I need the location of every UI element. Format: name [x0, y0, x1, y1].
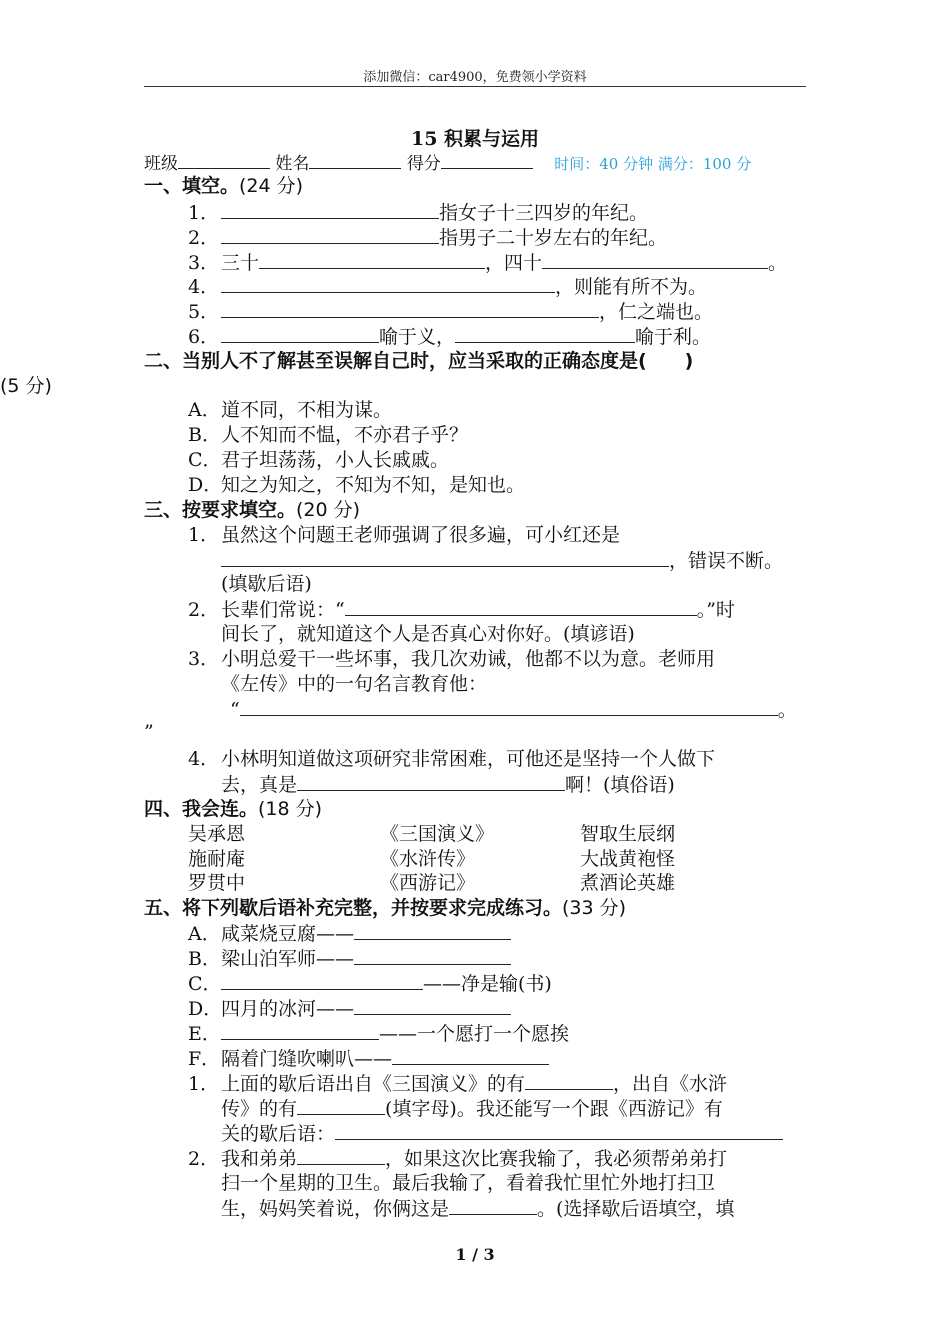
s1-q3-blank-a[interactable] — [259, 250, 485, 269]
s5-item-f: F．隔着门缝吹喇叭—— — [188, 1046, 549, 1072]
story-item[interactable]: 煮酒论英雄 — [580, 872, 676, 894]
s5-b-blank[interactable] — [354, 946, 511, 965]
s5-item-a: A．咸菜烧豆腐—— — [188, 921, 511, 947]
s5-q1-blank-c[interactable] — [335, 1121, 783, 1140]
s5-item-c: C． ——净是输(书) — [188, 973, 552, 995]
book-item[interactable]: 《西游记》 — [380, 872, 476, 894]
s2-option-c[interactable]: C．君子坦荡荡，小人长戚戚。 — [188, 449, 450, 471]
score-label: 得分 — [406, 154, 441, 174]
s1-q6: 6． 喻于义， 喻于利。 — [188, 326, 712, 348]
s1-q2-blank[interactable] — [221, 225, 439, 244]
s5-c-blank[interactable] — [221, 971, 423, 990]
s2-option-d[interactable]: D．知之为知之，不知为不知，是知也。 — [188, 474, 526, 496]
s3-q1-line2: ，错误不断。 — [221, 548, 783, 574]
s5-d-blank[interactable] — [354, 996, 511, 1015]
s5-f-blank[interactable] — [392, 1046, 549, 1065]
s1-q3: 3． 三十 ，四十 。 — [188, 252, 788, 274]
info-line — [144, 150, 751, 177]
s5-item-d: D．四月的冰河—— — [188, 996, 511, 1022]
time-info: 时间：40 分钟 满分：100 分 — [554, 155, 752, 173]
s1-q4-blank[interactable] — [221, 274, 555, 293]
name-blank[interactable] — [309, 150, 401, 169]
s5-q2-line1: 2． 我和弟弟 ，如果这次比赛我输了，我必须帮弟弟打 — [188, 1148, 728, 1170]
s3-q2-line2: 间长了，就知道这个人是否真心对你好。(填谚语) — [221, 623, 635, 645]
s5-q2-line2: 扫一个星期的卫生。最后我输了，看着我忙里忙外地打扫卫 — [221, 1172, 716, 1194]
s3-q4-line1: 4． 小林明知道做这项研究非常困难，可他还是坚持一个人做下 — [188, 748, 716, 770]
s3-q2-blank[interactable] — [345, 597, 697, 616]
s5-q1-blank-b[interactable] — [297, 1096, 385, 1115]
s3-q3-blank[interactable] — [240, 697, 778, 716]
book-item[interactable]: 《三国演义》 — [380, 823, 495, 845]
story-item[interactable]: 智取生辰纲 — [580, 823, 676, 845]
section-4-heading: 四、我会连。(18 分) — [144, 798, 323, 820]
s1-q6-blank-a[interactable] — [221, 324, 379, 343]
score-blank[interactable] — [441, 150, 533, 169]
author-item[interactable]: 施耐庵 — [188, 848, 246, 870]
page-header: 添加微信：car4900，免费领小学资料 — [363, 70, 587, 85]
s1-q5: 5． ，仁之端也。 — [188, 301, 714, 323]
s3-q1-line3: (填歇后语) — [221, 573, 312, 595]
s1-q1: 1． 指女子十三四岁的年纪。 — [188, 202, 649, 224]
name-label: 姓名 — [275, 154, 310, 174]
s5-q1-line1: 1． 上面的歇后语出自《三国演义》的有 ，出自《水浒 — [188, 1073, 728, 1095]
s3-q3-close-quote: ” — [144, 721, 154, 743]
s5-q1-line3: 关的歇后语： — [221, 1121, 783, 1147]
s1-q5-blank[interactable] — [221, 299, 599, 318]
s5-item-b: B．梁山泊军师—— — [188, 946, 511, 972]
s2-option-b[interactable]: B．人不知而不愠，不亦君子乎？ — [188, 424, 469, 446]
s2-option-a[interactable]: A．道不同，不相为谋。 — [188, 399, 393, 421]
s3-q3-line3: “ 。 — [230, 699, 797, 721]
s5-item-e: E． ——一个愿打一个愿挨 — [188, 1023, 570, 1045]
page-title: 15 积累与运用 — [410, 128, 540, 150]
s5-q2-line3: 生，妈妈笑着说，你俩这是 。(选择歇后语填空，填 — [221, 1198, 735, 1220]
class-blank[interactable] — [178, 150, 270, 169]
section-2-points: (5 分) — [0, 375, 52, 397]
s3-q3-line1: 3． 小明总爱干一些坏事，我几次劝诫，他都不以为意。老师用 — [188, 648, 716, 670]
s3-q4-blank[interactable] — [297, 772, 565, 791]
s3-q1-line1: 1． 虽然这个问题王老师强调了很多遍，可小红还是 — [188, 524, 621, 546]
s1-q2: 2． 指男子二十岁左右的年纪。 — [188, 227, 668, 249]
s3-q3-line2: 《左传》中的一句名言教育他： — [221, 673, 488, 695]
s5-q1-blank-a[interactable] — [525, 1071, 613, 1090]
class-label: 班级 — [144, 154, 178, 174]
s5-q2-blank-a[interactable] — [297, 1146, 385, 1165]
s5-q2-blank-b[interactable] — [449, 1196, 537, 1215]
s3-q1-blank[interactable] — [221, 548, 669, 567]
s3-q2-line1: 2． 长辈们常说：“ 。”时 — [188, 599, 735, 621]
s3-q4-line2: 去，真是 啊！(填俗语) — [221, 774, 675, 796]
page-number: 1 / 3 — [455, 1245, 495, 1264]
section-3-heading: 三、按要求填空。(20 分) — [144, 499, 361, 521]
author-item[interactable]: 罗贯中 — [188, 872, 246, 894]
s5-a-blank[interactable] — [354, 921, 511, 940]
s1-q4: 4． ，则能有所不为。 — [188, 276, 708, 298]
s1-q3-blank-b[interactable] — [542, 250, 768, 269]
s1-q6-blank-b[interactable] — [455, 324, 635, 343]
s5-q1-line2: 传》的有 (填字母)。我还能写一个跟《西游记》有 — [221, 1098, 723, 1120]
section-5-heading: 五、将下列歇后语补充完整，并按要求完成练习。(33 分) — [144, 897, 627, 919]
book-item[interactable]: 《水浒传》 — [380, 848, 476, 870]
author-item[interactable]: 吴承恩 — [188, 823, 246, 845]
s5-e-blank[interactable] — [221, 1021, 379, 1040]
header-rule — [144, 86, 806, 87]
section-2-heading: 二、当别人不了解甚至误解自己时，应当采取的正确态度是( ) — [144, 350, 694, 372]
s1-q1-blank[interactable] — [221, 200, 439, 219]
story-item[interactable]: 大战黄袍怪 — [580, 848, 676, 870]
section-1-heading: 一、填空。(24 分) — [144, 175, 304, 197]
